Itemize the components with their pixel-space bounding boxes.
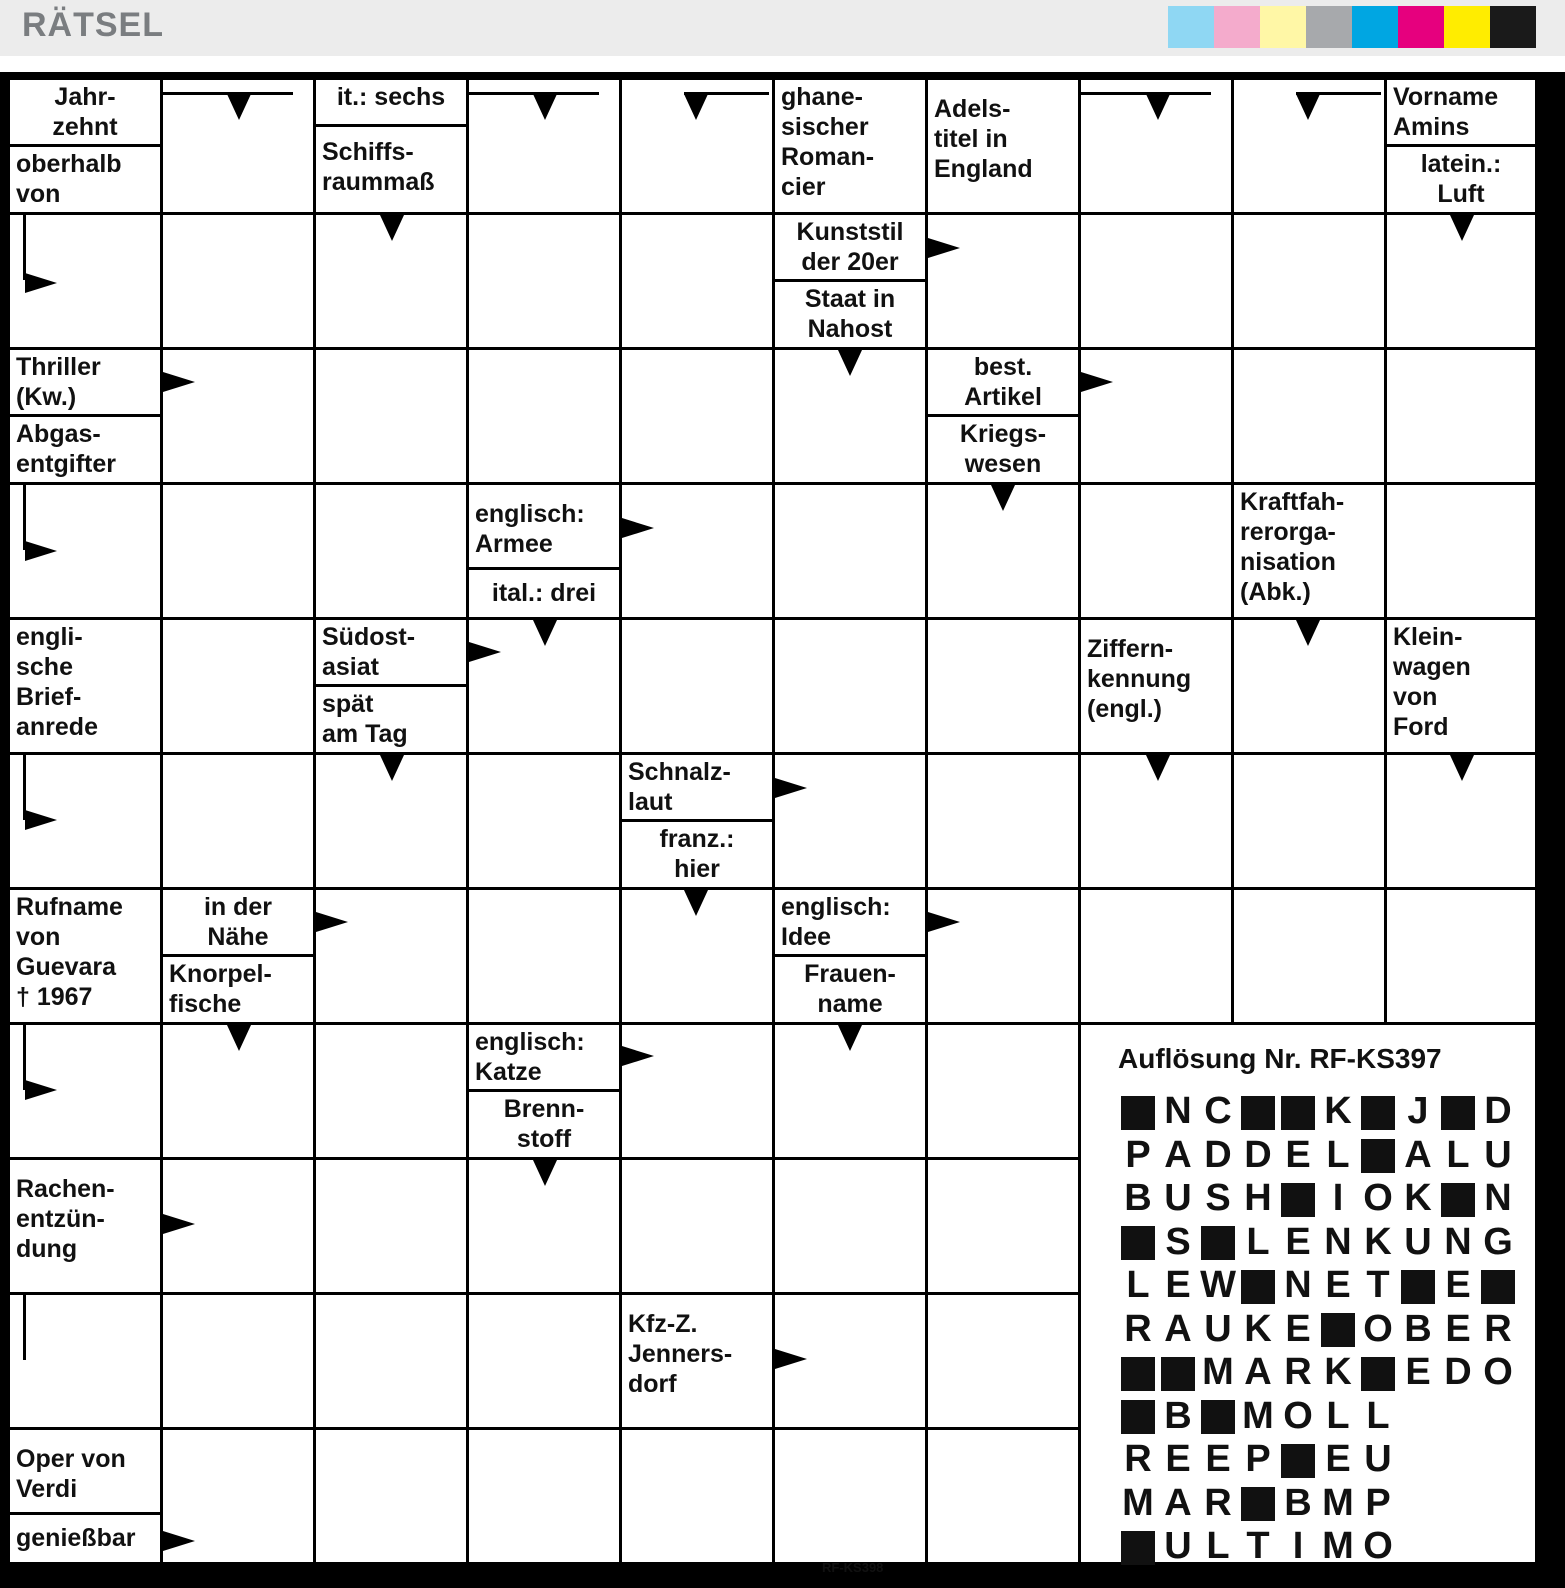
grid-cell[interactable]: [163, 215, 313, 347]
arrow-right-icon: [622, 518, 654, 538]
clue-englisch-armee: englisch: Armee: [469, 485, 619, 567]
color-swatch: [1398, 6, 1444, 48]
solution-row: [1118, 1090, 1518, 1132]
solution-letter: R: [1124, 1438, 1152, 1480]
color-swatch: [1306, 6, 1352, 48]
solution-row: [1118, 1438, 1398, 1480]
grid-cell[interactable]: [1234, 890, 1384, 1022]
solution-letter: [1278, 1177, 1318, 1219]
black-square: [1241, 1487, 1275, 1521]
solution-letter: L: [1446, 1133, 1470, 1176]
black-square: [1241, 1270, 1275, 1304]
solution-letter: H: [1244, 1177, 1272, 1219]
solution-letter: [1118, 1525, 1158, 1567]
color-swatch: [1352, 6, 1398, 48]
arrow-right-icon: [928, 238, 960, 258]
black-square: [1361, 1096, 1395, 1130]
black-square: [1281, 1444, 1315, 1478]
clue-ital-drei: ital.: drei: [469, 570, 619, 617]
black-square: [1281, 1183, 1315, 1217]
clue-jahrzehnt: Jahr- zehnt: [10, 80, 160, 144]
black-square: [1121, 1096, 1155, 1130]
black-square: [1281, 1096, 1315, 1130]
arrow-stem: [23, 485, 26, 550]
solution-letter: D: [1204, 1133, 1232, 1176]
arrow-right-icon: [469, 642, 501, 662]
arrow-down-icon: [1296, 620, 1320, 646]
solution-letter: [1238, 1482, 1278, 1524]
grid-cell[interactable]: [1081, 485, 1231, 617]
arrow-stem: [1081, 92, 1211, 95]
solution-letter: T: [1366, 1264, 1390, 1306]
arrow-right-icon: [163, 372, 195, 392]
grid-cell[interactable]: [469, 755, 619, 887]
grid-cell[interactable]: [163, 755, 313, 887]
solution-letter: R: [1124, 1307, 1152, 1350]
solution-letter: R: [1484, 1307, 1512, 1350]
solution-letter: [1118, 1221, 1158, 1263]
grid-cell[interactable]: [163, 620, 313, 752]
arrow-down-icon: [1450, 215, 1474, 241]
arrow-down-icon: [533, 620, 557, 646]
solution-letter: [1278, 1438, 1318, 1480]
clue-englisch-katze: englisch: Katze: [469, 1025, 619, 1089]
grid-cell[interactable]: [316, 1295, 466, 1427]
solution-letter: O: [1363, 1525, 1393, 1567]
solution-letter: G: [1483, 1220, 1513, 1263]
solution-letter: E: [1285, 1133, 1311, 1176]
solution-letter: L: [1326, 1133, 1350, 1176]
clue-kunststil: Kunststil der 20er: [775, 215, 925, 279]
solution-letter: S: [1165, 1220, 1191, 1263]
grid-cell[interactable]: [622, 215, 772, 347]
clue-in-der-naehe: in der Nähe: [163, 890, 313, 954]
grid-cell[interactable]: [1387, 890, 1535, 1022]
solution-letter: [1158, 1351, 1198, 1393]
solution-letter: K: [1324, 1090, 1352, 1132]
arrow-down-icon: [838, 1025, 862, 1051]
arrow-right-icon: [622, 1046, 654, 1066]
arrow-right-icon: [25, 810, 57, 830]
color-swatch: [1490, 6, 1536, 48]
grid-cell[interactable]: [1234, 755, 1384, 887]
solution-letter: A: [1404, 1133, 1432, 1176]
solution-letter: [1438, 1177, 1478, 1219]
black-square: [1121, 1400, 1155, 1434]
solution-letter: E: [1325, 1264, 1351, 1306]
solution-letter: B: [1164, 1394, 1192, 1437]
clue-kriegswesen: Kriegs- wesen: [928, 417, 1078, 482]
solution-letter: K: [1244, 1307, 1272, 1350]
arrow-stem: [1296, 92, 1381, 95]
color-swatch: [1214, 6, 1260, 48]
arrow-down-icon: [227, 1025, 251, 1051]
arrow-right-icon: [928, 912, 960, 932]
solution-letter: N: [1484, 1177, 1512, 1219]
arrow-right-icon: [25, 273, 57, 293]
solution-letter: K: [1324, 1351, 1352, 1393]
color-swatch: [1260, 6, 1306, 48]
solution-letter: [1358, 1090, 1398, 1132]
grid-cell[interactable]: [928, 1160, 1078, 1292]
grid-cell[interactable]: [1081, 890, 1231, 1022]
arrow-right-icon: [775, 1349, 807, 1369]
arrow-right-icon: [1081, 372, 1113, 392]
black-square: [1321, 1313, 1355, 1347]
clue-staat-nahost: Staat in Nahost: [775, 282, 925, 347]
solution-letter: A: [1244, 1351, 1272, 1393]
solution-letter: E: [1165, 1264, 1191, 1306]
solution-letter: D: [1484, 1090, 1512, 1132]
clue-it-sechs: it.: sechs: [316, 80, 466, 124]
solution-letter: N: [1164, 1090, 1192, 1132]
arrow-down-icon: [1450, 755, 1474, 781]
solution-title: Auflösung Nr. RF-KS397: [1118, 1043, 1442, 1074]
solution-letter: M: [1202, 1351, 1234, 1393]
clue-abgasentgifter: Abgas- entgifter: [10, 417, 160, 482]
solution-letter: E: [1285, 1220, 1311, 1263]
clue-adelstitel: Adels- titel in England: [928, 80, 1078, 212]
grid-cell[interactable]: [163, 350, 313, 482]
arrow-right-icon: [163, 1531, 195, 1551]
grid-cell[interactable]: [928, 1025, 1078, 1157]
solution-letter: [1398, 1264, 1438, 1306]
arrow-down-icon: [1296, 94, 1320, 120]
solution-letter: E: [1445, 1307, 1471, 1350]
solution-letter: E: [1405, 1351, 1431, 1393]
solution-letter: P: [1125, 1133, 1151, 1176]
puzzle-code: RF-KS398: [822, 1560, 884, 1575]
solution-letter: D: [1244, 1133, 1272, 1176]
arrow-stem: [163, 92, 293, 95]
grid-cell[interactable]: [622, 485, 772, 617]
grid-cell[interactable]: [622, 1025, 772, 1157]
arrow-down-icon: [838, 350, 862, 376]
black-square: [1481, 1270, 1515, 1304]
solution-letter: E: [1325, 1438, 1351, 1480]
grid-cell[interactable]: [928, 890, 1078, 1022]
grid-cell[interactable]: [622, 1430, 772, 1562]
solution-letter: E: [1445, 1264, 1471, 1306]
solution-letter: E: [1165, 1438, 1191, 1480]
grid-cell[interactable]: [928, 755, 1078, 887]
solution-letter: E: [1285, 1307, 1311, 1350]
grid-cell[interactable]: [163, 485, 313, 617]
solution-letter: B: [1124, 1177, 1152, 1219]
clue-suedostasiat: Südost- asiat: [316, 620, 466, 684]
black-square: [1121, 1357, 1155, 1391]
black-square: [1361, 1139, 1395, 1173]
arrow-down-icon: [533, 94, 557, 120]
solution-letter: J: [1407, 1090, 1429, 1132]
grid-cell[interactable]: [928, 1430, 1078, 1562]
solution-letter: M: [1122, 1481, 1154, 1524]
solution-letter: A: [1164, 1133, 1192, 1176]
color-swatch: [1168, 6, 1214, 48]
solution-letter: C: [1204, 1090, 1232, 1132]
solution-letter: A: [1164, 1481, 1192, 1524]
clue-oberhalb-von: oberhalb von: [10, 147, 160, 212]
solution-letter: U: [1164, 1525, 1192, 1567]
grid-cell[interactable]: [775, 1160, 925, 1292]
solution-letter: [1238, 1264, 1278, 1306]
clue-ghanesischer-romancier: ghane- sischer Roman- cier: [775, 80, 925, 212]
solution-letter: [1358, 1134, 1398, 1176]
clue-franz-hier: franz.: hier: [622, 822, 772, 887]
arrow-down-icon: [1146, 94, 1170, 120]
solution-row: [1118, 1525, 1398, 1567]
clue-vorname-amins: Vorname Amins: [1387, 80, 1535, 144]
arrow-stem: [23, 215, 26, 280]
solution-letter: L: [1206, 1525, 1230, 1567]
clue-kleinwagen: Klein- wagen von Ford: [1387, 620, 1535, 752]
solution-letter: I: [1332, 1177, 1344, 1219]
grid-cell[interactable]: [928, 620, 1078, 752]
color-swatch: [1444, 6, 1490, 48]
solution-letter: L: [1126, 1264, 1150, 1306]
arrow-down-icon: [533, 1160, 557, 1186]
grid-cell[interactable]: [775, 755, 925, 887]
clue-best-artikel: best. Artikel: [928, 350, 1078, 414]
solution-row: [1118, 1351, 1518, 1393]
arrow-right-icon: [775, 778, 807, 798]
grid-cell[interactable]: [316, 1430, 466, 1562]
solution-letter: U: [1484, 1133, 1512, 1176]
grid-cell[interactable]: [469, 350, 619, 482]
arrow-down-icon: [380, 755, 404, 781]
clue-knorpelfische: Knorpel- fische: [163, 957, 313, 1022]
solution-letter: L: [1366, 1394, 1390, 1437]
solution-row: [1118, 1134, 1518, 1176]
grid-cell[interactable]: [622, 1160, 772, 1292]
clue-rufname-guevara: Rufname von Guevara † 1967: [10, 890, 160, 1022]
black-square: [1441, 1183, 1475, 1217]
grid-cell[interactable]: [622, 620, 772, 752]
grid-cell[interactable]: [1234, 350, 1384, 482]
grid-cell[interactable]: [469, 1295, 619, 1427]
solution-letter: L: [1326, 1394, 1350, 1437]
clue-frauenname: Frauen- name: [775, 957, 925, 1022]
page-title: RÄTSEL: [22, 6, 164, 44]
grid-cell[interactable]: [622, 350, 772, 482]
solution-letter: [1198, 1395, 1238, 1437]
solution-letter: R: [1284, 1351, 1312, 1393]
grid-cell[interactable]: [316, 1160, 466, 1292]
solution-letter: [1118, 1395, 1158, 1437]
clue-kfz-jennersdorf: Kfz-Z. Jenners- dorf: [622, 1295, 772, 1427]
clue-thriller: Thriller (Kw.): [10, 350, 160, 414]
solution-letter: O: [1363, 1307, 1393, 1350]
grid-cell[interactable]: [928, 1295, 1078, 1427]
solution-letter: [1118, 1351, 1158, 1393]
clue-englisch-idee: englisch: Idee: [775, 890, 925, 954]
grid-cell[interactable]: [1387, 350, 1535, 482]
solution-letter: [1318, 1308, 1358, 1350]
solution-letter: D: [1444, 1351, 1472, 1393]
solution-letter: B: [1404, 1307, 1432, 1350]
solution-letter: E: [1205, 1438, 1231, 1480]
solution-letter: U: [1204, 1307, 1232, 1350]
clue-englische-briefanrede: engli- sche Brief- anrede: [10, 620, 160, 752]
solution-letter: K: [1404, 1177, 1432, 1219]
solution-letter: N: [1324, 1220, 1352, 1263]
solution-row: [1118, 1264, 1518, 1306]
grid-cell[interactable]: [1234, 215, 1384, 347]
solution-letter: R: [1204, 1481, 1232, 1524]
clue-spaet-am-tag: spät am Tag: [316, 687, 466, 752]
solution-letter: O: [1363, 1177, 1393, 1219]
black-square: [1161, 1357, 1195, 1391]
grid-cell[interactable]: [928, 215, 1078, 347]
arrow-stem: [469, 92, 599, 95]
black-square: [1121, 1531, 1155, 1565]
arrow-right-icon: [316, 912, 348, 932]
grid-cell[interactable]: [1387, 485, 1535, 617]
grid-cell[interactable]: [469, 1430, 619, 1562]
clue-oper-verdi: Oper von Verdi: [10, 1430, 160, 1512]
black-square: [1441, 1096, 1475, 1130]
solution-letter: U: [1164, 1177, 1192, 1219]
solution-letter: [1438, 1090, 1478, 1132]
clue-brennstoff: Brenn- stoff: [469, 1092, 619, 1157]
clue-schiffsraummass: Schiffs- raummaß: [316, 127, 466, 212]
solution-letter: M: [1322, 1525, 1354, 1567]
solution-letter: O: [1283, 1394, 1313, 1437]
arrow-down-icon: [227, 94, 251, 120]
grid-cell[interactable]: [10, 1295, 160, 1427]
black-square: [1201, 1226, 1235, 1260]
solution-letter: O: [1483, 1351, 1513, 1393]
arrow-stem: [23, 1295, 26, 1360]
grid-cell[interactable]: [469, 890, 619, 1022]
grid-cell[interactable]: [316, 890, 466, 1022]
black-square: [1201, 1400, 1235, 1434]
solution-row: [1118, 1221, 1518, 1263]
solution-letter: U: [1404, 1220, 1432, 1263]
solution-letter: I: [1292, 1525, 1304, 1567]
solution-letter: M: [1242, 1394, 1274, 1437]
solution-letter: [1238, 1090, 1278, 1132]
clue-rachenentzuendung: Rachen- entzün- dung: [10, 1160, 160, 1292]
grid-cell[interactable]: [775, 1430, 925, 1562]
arrow-right-icon: [25, 1080, 57, 1100]
black-square: [1121, 1226, 1155, 1260]
solution-row: [1118, 1395, 1398, 1437]
solution-letter: [1118, 1090, 1158, 1132]
solution-row: [1118, 1308, 1518, 1350]
grid-cell[interactable]: [163, 1295, 313, 1427]
page-header: [0, 0, 1565, 56]
solution-letter: W: [1200, 1264, 1236, 1306]
solution-letter: N: [1284, 1264, 1312, 1306]
arrow-down-icon: [1146, 755, 1170, 781]
black-square: [1401, 1270, 1435, 1304]
black-square: [1361, 1357, 1395, 1391]
grid-cell[interactable]: [1081, 215, 1231, 347]
solution-letter: M: [1322, 1481, 1354, 1524]
grid-cell[interactable]: [1081, 350, 1231, 482]
arrow-stem: [23, 755, 26, 820]
grid-cell[interactable]: [775, 620, 925, 752]
solution-letter: B: [1284, 1481, 1312, 1524]
grid-cell[interactable]: [316, 350, 466, 482]
solution-letter: N: [1444, 1220, 1472, 1263]
grid-cell[interactable]: [316, 485, 466, 617]
solution-letter: [1358, 1351, 1398, 1393]
arrow-down-icon: [684, 890, 708, 916]
solution-letter: A: [1164, 1307, 1192, 1350]
arrow-down-icon: [684, 94, 708, 120]
arrow-right-icon: [163, 1214, 195, 1234]
clue-ziffernkennung: Ziffern- kennung (engl.): [1081, 620, 1231, 752]
solution-letter: T: [1246, 1525, 1270, 1567]
solution-letter: [1278, 1090, 1318, 1132]
arrow-down-icon: [991, 485, 1015, 511]
clue-latein-luft: latein.: Luft: [1387, 147, 1535, 212]
solution-row: [1118, 1177, 1518, 1219]
solution-row: [1118, 1482, 1398, 1524]
arrow-right-icon: [25, 541, 57, 561]
clue-schnalzlaut: Schnalz- laut: [622, 755, 772, 819]
solution-letter: S: [1205, 1177, 1231, 1219]
solution-letter: [1198, 1221, 1238, 1263]
grid-cell[interactable]: [775, 485, 925, 617]
solution-letter: [1478, 1264, 1518, 1306]
clue-geniessbar: genießbar: [10, 1515, 160, 1562]
arrow-stem: [23, 1025, 26, 1090]
solution-letter: P: [1365, 1481, 1391, 1524]
solution-letter: K: [1364, 1220, 1392, 1263]
solution-letter: U: [1364, 1438, 1392, 1480]
clue-kraftfahrerorganisation: Kraftfah- rerorga- nisation (Abk.): [1234, 485, 1384, 617]
grid-cell[interactable]: [469, 215, 619, 347]
grid-cell[interactable]: [316, 1025, 466, 1157]
arrow-stem: [684, 92, 769, 95]
solution-letter: L: [1246, 1220, 1270, 1263]
black-square: [1241, 1096, 1275, 1130]
solution-letter: P: [1245, 1438, 1271, 1480]
arrow-down-icon: [380, 215, 404, 241]
